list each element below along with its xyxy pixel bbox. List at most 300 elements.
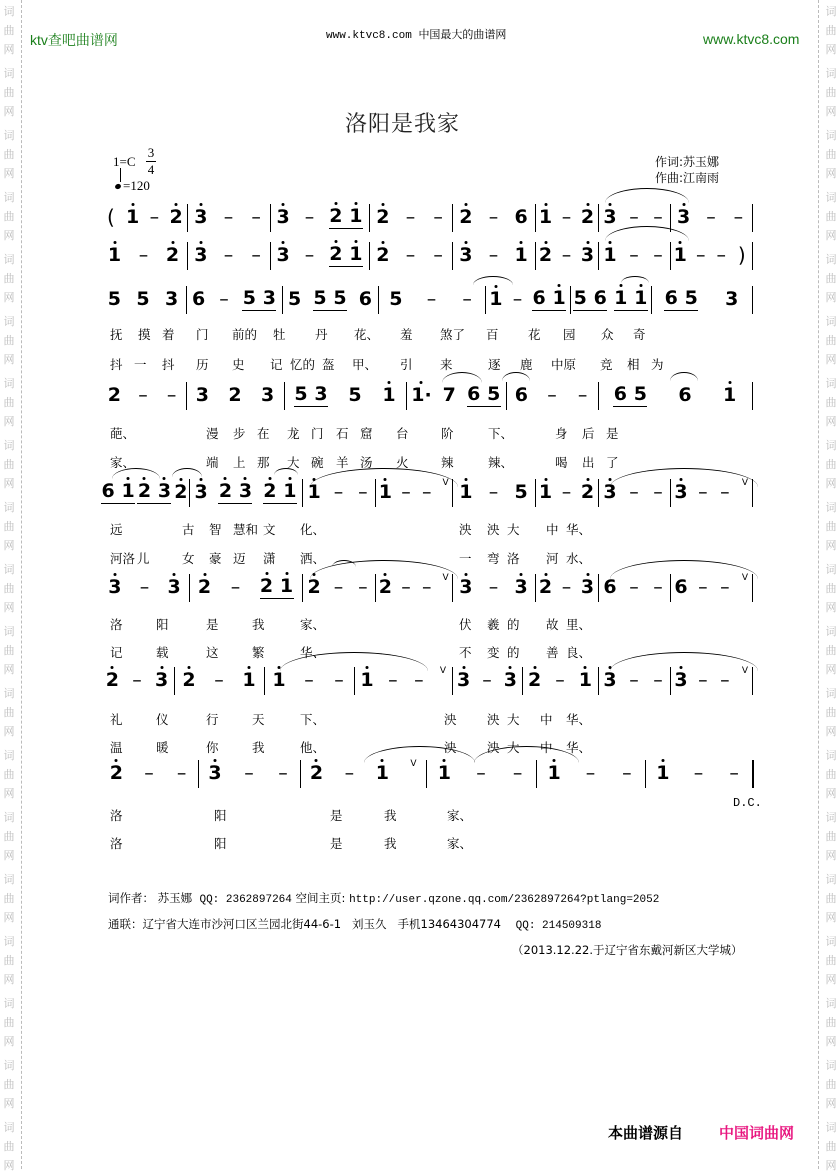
barline [300, 760, 301, 788]
note: 1 [459, 481, 473, 503]
lyric-word: 河洛 [110, 551, 136, 566]
watermark-char: 网 [825, 477, 837, 490]
watermark-char: 词 [3, 439, 15, 452]
watermark-char: 词 [825, 1059, 837, 1072]
watermark-char: 曲 [3, 396, 15, 409]
note: 2 [538, 576, 553, 598]
watermark-char: 曲 [3, 334, 15, 347]
barline [302, 574, 303, 602]
watermark-char: 网 [3, 787, 15, 800]
dash-extension: – [132, 669, 142, 691]
lyric-word: 阳 [156, 617, 169, 632]
lyric-word: 着 [162, 327, 175, 342]
dash-extension: – [358, 576, 368, 598]
measure [369, 202, 452, 232]
note: 1 [307, 481, 321, 503]
dash-extension: – [653, 244, 663, 266]
watermark-char: 曲 [825, 520, 837, 533]
dash-extension: – [401, 576, 411, 598]
measure [535, 477, 598, 507]
note: 5 [633, 383, 647, 405]
dash-extension: – [333, 481, 344, 503]
lyric-word: 洒、 [300, 551, 326, 566]
watermark-char: 网 [825, 43, 837, 56]
note: 3 [457, 669, 471, 691]
lyric-word: 相 [627, 357, 640, 372]
note: 1 [437, 762, 451, 784]
score-row [100, 284, 760, 314]
note: 1 [514, 244, 528, 266]
note: 3 [194, 206, 208, 228]
watermark-char: 网 [825, 973, 837, 986]
lyric-word: 故 [546, 617, 559, 632]
lyric-word: 是 [206, 617, 219, 632]
lyric-word: 喝 [555, 455, 568, 470]
lyric-word: 身 [555, 426, 568, 441]
note: 2 [218, 480, 233, 502]
note: 5 [514, 481, 528, 503]
lyric-word: 端 [206, 455, 219, 470]
lyric-line-verse1 [0, 325, 840, 341]
dash-extension: – [138, 244, 149, 266]
tie-slur [621, 276, 649, 283]
paren: ) [737, 243, 746, 267]
breath-mark: V [741, 573, 748, 583]
dash-extension: – [696, 244, 706, 266]
lyric-word: 辣 [441, 455, 454, 470]
barline [598, 479, 599, 507]
barline [536, 760, 537, 788]
watermark-char: 网 [825, 353, 837, 366]
lyric-word: 中 [546, 522, 559, 537]
dash-extension: – [462, 288, 472, 310]
watermark-char: 网 [3, 415, 15, 428]
note: 1 [723, 384, 737, 406]
dash-extension: – [422, 481, 432, 503]
tempo-marking [115, 178, 150, 194]
lyric-word: 煞了 [440, 327, 466, 342]
dash-extension: – [405, 206, 416, 228]
note: 3 [261, 384, 275, 406]
footer-contact-line [108, 916, 601, 932]
watermark-char: 网 [3, 229, 15, 242]
barline [752, 242, 753, 270]
lyric-word: 家、 [300, 617, 326, 632]
note: 2 [376, 244, 390, 266]
measure [186, 380, 284, 410]
watermark-char: 网 [825, 229, 837, 242]
watermark-char: 网 [3, 167, 15, 180]
measure [174, 665, 264, 695]
lyric-word: 火 [396, 455, 409, 470]
watermark-char: 词 [825, 1121, 837, 1134]
note: 1 [603, 244, 617, 266]
lyric-word: 我 [252, 740, 265, 755]
barline [752, 286, 753, 314]
tie-slur [473, 276, 513, 285]
note: 1 [614, 287, 628, 309]
note: 1· [411, 384, 432, 406]
dash-extension: – [149, 206, 160, 228]
note: 1 [489, 288, 503, 310]
dash-extension: – [561, 576, 572, 598]
watermark-char: 曲 [825, 768, 837, 781]
watermark-char: 网 [825, 725, 837, 738]
dash-extension: – [223, 244, 234, 266]
song-title: 洛阳是我家 [345, 112, 461, 137]
beamed-notes [613, 383, 647, 407]
measure [670, 240, 752, 270]
watermark-char: 曲 [825, 396, 837, 409]
beamed-notes [467, 383, 501, 407]
lyric-word: 智 [209, 522, 222, 537]
paren: ( [106, 205, 115, 229]
beamed-notes [218, 480, 252, 504]
lyric-word: 行 [206, 712, 219, 727]
dash-extension: – [512, 762, 523, 784]
barline [284, 382, 285, 410]
contact-address: 辽宁省大连市沙河口区兰园北街44-6-1 [142, 917, 342, 931]
note: 1 [673, 244, 687, 266]
lyric-word: 仪 [156, 712, 169, 727]
lyric-word: 窟 [360, 426, 373, 441]
dash-extension: – [358, 481, 368, 503]
watermark-char: 曲 [3, 1078, 15, 1091]
watermark-char: 词 [3, 67, 15, 80]
note: 3 [580, 576, 595, 598]
lyric-word: 鹿 [520, 357, 533, 372]
measure [369, 240, 452, 270]
beamed-notes [260, 575, 294, 599]
dash-extension: – [138, 384, 148, 406]
watermark-char: 曲 [3, 458, 15, 471]
lyric-word: 洛 [110, 808, 123, 823]
barline [452, 667, 453, 695]
header-right-url[interactable]: www.ktvc8.com [703, 31, 800, 47]
watermark-char: 词 [825, 873, 837, 886]
watermark-char: 曲 [3, 706, 15, 719]
lyric-word: 洛 [110, 836, 123, 851]
watermark-char: 曲 [3, 1016, 15, 1029]
quarter-note-icon [114, 183, 121, 190]
watermark-char: 曲 [3, 520, 15, 533]
contact-qq: QQ: 214509318 [515, 920, 602, 932]
lyric-word: 下、 [488, 426, 514, 441]
lyric-word: 的 [507, 617, 520, 632]
note: 3 [603, 206, 617, 228]
lyric-word: 阳 [214, 836, 227, 851]
barline [282, 286, 283, 314]
beamed-notes [137, 480, 171, 504]
tie-slur [670, 372, 698, 381]
watermark-char: 网 [825, 1035, 837, 1048]
dash-extension: – [720, 669, 730, 691]
lyric-word: 中 [540, 740, 553, 755]
note: 5 [242, 287, 256, 309]
time-signature [146, 146, 156, 177]
watermark-char: 词 [825, 749, 837, 762]
watermark-char: 曲 [3, 86, 15, 99]
lyric-word: 盔 [322, 357, 335, 372]
barline [506, 382, 507, 410]
dash-extension: – [388, 669, 398, 691]
lyric-word: 繁 [252, 645, 265, 660]
measure [535, 240, 598, 270]
watermark-char: 曲 [3, 644, 15, 657]
barline [670, 242, 671, 270]
lyric-word: 天 [252, 712, 265, 727]
contact-phone: 手机13464304774 [397, 917, 501, 931]
measure [198, 758, 300, 788]
watermark-char: 词 [3, 935, 15, 948]
dash-extension: – [547, 384, 557, 406]
dash-extension: – [733, 206, 744, 228]
qzone-url[interactable]: http://user.qzone.qq.com/2362897264?ptlang=2052 [349, 894, 660, 906]
note: 3 [108, 576, 122, 598]
lyric-word: 远 [110, 522, 123, 537]
note: 1 [242, 669, 256, 691]
measure [522, 665, 598, 695]
watermark-char: 词 [3, 1121, 15, 1134]
barline [369, 204, 370, 232]
lyric-word: 大 [507, 712, 520, 727]
note: 1 [634, 287, 648, 309]
lyric-word: 汤 [360, 455, 373, 470]
lyric-word: 奇 [633, 327, 646, 342]
watermark-char: 词 [825, 687, 837, 700]
source-site-link[interactable]: 中国词曲网 [719, 1124, 795, 1142]
note: 2 [137, 480, 152, 502]
watermark-char: 网 [3, 539, 15, 552]
watermark-char: 词 [3, 811, 15, 824]
note: 2 [580, 206, 595, 228]
watermark-char: 曲 [3, 768, 15, 781]
note: 3 [208, 762, 222, 784]
lyric-word: 出 [582, 455, 595, 470]
dash-extension: – [720, 576, 730, 598]
lyric-word: 我 [252, 617, 265, 632]
lyric-word: 温 [110, 740, 123, 755]
lyric-word: 记 [270, 357, 283, 372]
watermark-char: 网 [825, 663, 837, 676]
lyricist-credit: 作词:苏玉娜 [655, 155, 720, 169]
barline [264, 667, 265, 695]
lyric-word: 大 [507, 740, 520, 755]
lyric-word: 门 [196, 327, 209, 342]
breath-mark: V [442, 478, 449, 488]
note: 3 [276, 244, 290, 266]
measure [100, 572, 189, 602]
lyric-word: 羊 [336, 455, 349, 470]
barline [186, 382, 187, 410]
watermark-char: 词 [825, 191, 837, 204]
watermark-char: 词 [3, 873, 15, 886]
note: 3 [725, 288, 739, 310]
measure [406, 380, 506, 410]
watermark-char: 词 [825, 811, 837, 824]
watermark-char: 词 [3, 687, 15, 700]
note: 3 [677, 206, 691, 228]
watermark-char: 词 [825, 129, 837, 142]
barline [406, 382, 407, 410]
header-center-url[interactable]: www.ktvc8.com [326, 30, 412, 42]
measure [189, 477, 302, 507]
watermark-char: 网 [3, 353, 15, 366]
watermark-char: 词 [3, 1059, 15, 1072]
lyric-word: 台 [396, 426, 409, 441]
note: 3 [155, 669, 169, 691]
note: 1 [279, 575, 294, 597]
watermark-char: 曲 [825, 334, 837, 347]
lyric-word: 华、 [300, 645, 326, 660]
barline [270, 204, 271, 232]
watermark-char: 网 [3, 1097, 15, 1110]
dash-extension: – [629, 244, 639, 266]
left-margin-dashed-line [21, 0, 22, 1169]
note: 5 [487, 383, 501, 405]
dash-extension: – [706, 206, 716, 228]
lyric-word: 华、 [566, 522, 592, 537]
watermark-char: 网 [825, 911, 837, 924]
note: 1 [121, 480, 135, 502]
note: 1 [378, 481, 392, 503]
lyric-word: 洛 [110, 617, 123, 632]
lyric-word: 步 [233, 426, 246, 441]
lyric-word: 家、 [110, 455, 136, 470]
note: 2 [459, 206, 473, 228]
measure [100, 758, 198, 788]
watermark-char: 网 [3, 291, 15, 304]
watermark-char: 词 [825, 253, 837, 266]
lyric-line-verse1 [0, 424, 840, 440]
measure [100, 284, 186, 314]
lyric-word: 牡 [273, 327, 286, 342]
barline [189, 479, 190, 507]
lyric-word: 花、 [354, 327, 380, 342]
lyric-word: 摸 [138, 327, 151, 342]
watermark-char: 网 [3, 1159, 15, 1172]
note: 1 [283, 480, 297, 502]
dash-extension: – [561, 244, 572, 266]
lyric-word: 泱 [487, 740, 500, 755]
measure [187, 202, 270, 232]
dash-extension: – [653, 481, 663, 503]
watermark-char: 曲 [825, 1078, 837, 1091]
note: 1 [349, 243, 363, 265]
lyric-word: 华、 [566, 740, 592, 755]
note: 1 [552, 287, 566, 309]
measure [535, 202, 598, 232]
dash-extension: – [720, 481, 730, 503]
watermark-char: 词 [825, 377, 837, 390]
lyric-word: 中 [540, 712, 553, 727]
watermark-char: 曲 [825, 1140, 837, 1153]
dash-extension: – [344, 762, 355, 784]
lyric-word: 羲 [487, 617, 500, 632]
barline [198, 760, 199, 788]
note: 2 [309, 762, 324, 784]
dash-extension: – [433, 244, 443, 266]
lyric-line-verse2 [0, 738, 840, 754]
lyric-word: 园 [563, 327, 576, 342]
barline [452, 204, 453, 232]
dash-extension: – [729, 762, 739, 784]
measure [284, 380, 406, 410]
watermark-char: 词 [3, 377, 15, 390]
note: 6 [467, 383, 481, 405]
watermark-char: 曲 [825, 86, 837, 99]
watermark-char: 词 [825, 935, 837, 948]
note: 3 [194, 481, 208, 503]
note: 2 [109, 762, 123, 784]
note: 3 [503, 669, 517, 691]
watermark-char: 曲 [825, 830, 837, 843]
note: 6 [593, 287, 607, 309]
barline [598, 574, 599, 602]
dash-extension: – [223, 206, 234, 228]
lyric-word: 的 [507, 645, 520, 660]
note: 3 [194, 244, 208, 266]
lyric-word: 忆的 [290, 357, 316, 372]
lyric-word: 华、 [566, 712, 592, 727]
lyric-word: 为 [651, 357, 664, 372]
barline [752, 667, 753, 695]
lyric-word: 你 [206, 740, 219, 755]
note: 3 [603, 669, 617, 691]
time-sig-bottom: 4 [147, 162, 155, 177]
dash-extension: – [304, 206, 315, 228]
tie-slur [442, 372, 482, 383]
lyric-word: 一 [134, 357, 147, 372]
beamed-notes [573, 287, 607, 311]
footer-lyricist-line [108, 890, 659, 906]
lyric-word: 泱 [487, 712, 500, 727]
tie-slur [502, 372, 530, 381]
tie-slur [605, 188, 689, 203]
note: 5 [573, 287, 587, 309]
measure [535, 572, 598, 602]
watermark-char: 曲 [825, 272, 837, 285]
dash-extension: – [693, 762, 704, 784]
watermark-char: 曲 [825, 1016, 837, 1029]
dash-extension: – [414, 669, 424, 691]
lyric-word: 阶 [441, 426, 454, 441]
lyric-word: 礼 [110, 712, 123, 727]
watermark-char: 词 [825, 5, 837, 18]
lyric-word: 抚 [110, 327, 123, 342]
measure [270, 202, 369, 232]
lyric-word: 辣、 [488, 455, 514, 470]
header-brand-link[interactable]: ktv查吧曲谱网 [30, 32, 118, 48]
note: 6 [613, 383, 627, 405]
dash-extension: – [561, 481, 572, 503]
breath-mark: V [439, 666, 446, 676]
watermark-char: 曲 [825, 210, 837, 223]
note: 2 [182, 669, 196, 691]
lyric-word: 在 [257, 426, 270, 441]
lyric-word: 羞 [400, 327, 413, 342]
dash-extension: – [482, 669, 492, 691]
lyric-word: 抖 [110, 357, 123, 372]
note: 3 [514, 576, 528, 598]
note: 6 [674, 576, 688, 598]
lyric-word: 弯 [487, 551, 500, 566]
measure [270, 240, 369, 270]
watermark-char: 词 [3, 501, 15, 514]
lyric-word: 他、 [300, 740, 326, 755]
dash-extension: – [433, 206, 443, 228]
barline [670, 667, 671, 695]
